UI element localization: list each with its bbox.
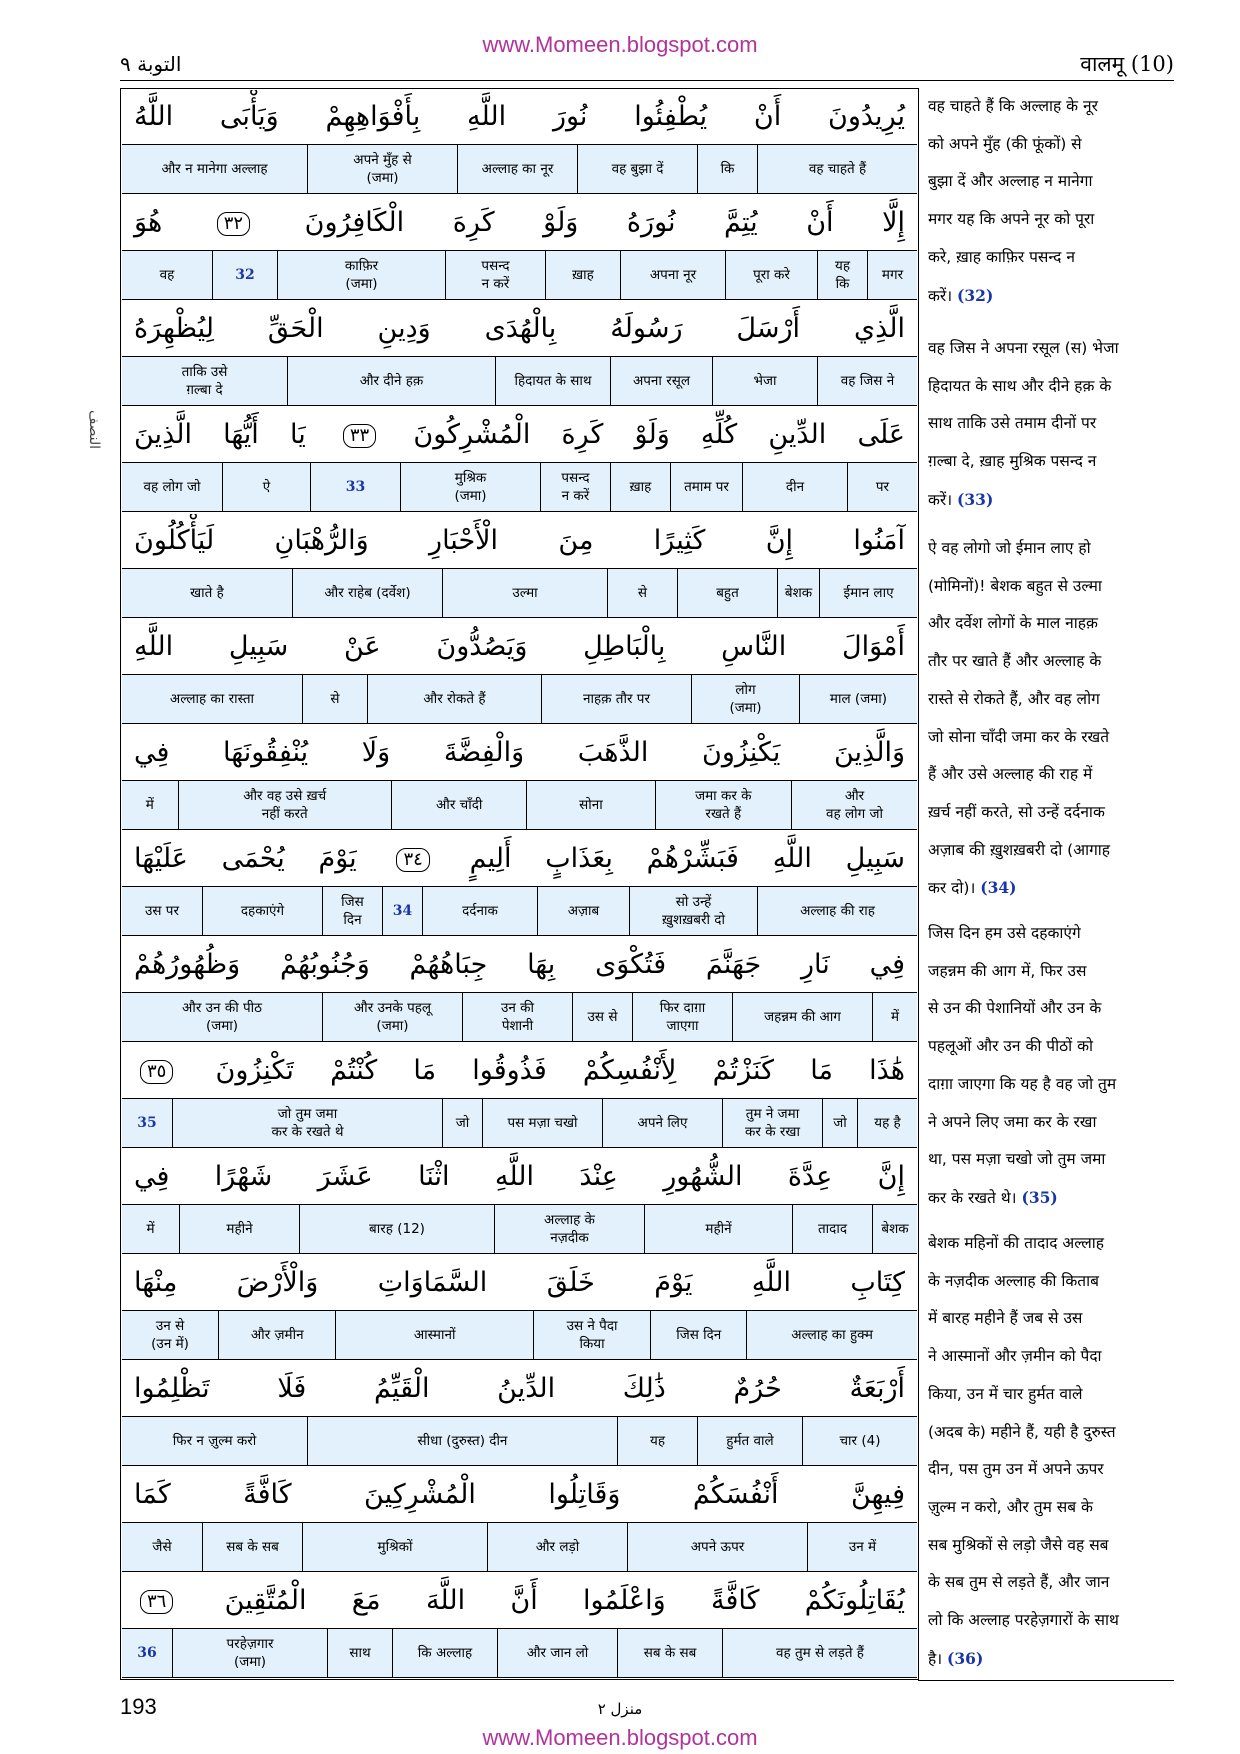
gloss-cell: लोग (जमा) — [691, 675, 799, 723]
arabic-verse-line — [122, 1256, 917, 1310]
gloss-cell: अपना नूर — [620, 251, 725, 299]
arabic-text: إِنَّ عِدَّةَ الشُّهُورِ عِنْدَ اللَّهِ اثْنَا عَشَرَ شَهْرًا فِي — [134, 1161, 905, 1192]
gloss-cell: ख़ाह — [545, 251, 620, 299]
translation-line: है। (36) — [928, 1648, 984, 1668]
page-number: 193 — [120, 1694, 157, 1719]
gloss-cell: महीने — [179, 1205, 299, 1253]
manzil-label: منزل ٢ — [597, 1700, 643, 1718]
ayah-number-marker: ٣٦ — [140, 1590, 173, 1614]
arabic-verse-line — [122, 90, 917, 144]
gloss-cell: सब के सब — [617, 1629, 722, 1677]
gloss-cell: अपने मुँह से (जमा) — [307, 145, 457, 193]
arabic-verse-line — [122, 832, 917, 886]
gloss-cell: वह — [159, 266, 175, 283]
gloss-cell: फिर न ज़ुल्म करो — [172, 1432, 257, 1449]
gloss-cell: फिर दाग़ा जाएगा — [632, 993, 732, 1041]
arabic-verse-line — [122, 302, 917, 356]
gloss-cell: नाहक़ तौर पर — [541, 675, 691, 723]
arabic-verse-line — [122, 196, 917, 250]
gloss-cell: पूरा करे — [725, 251, 817, 299]
gloss-row — [122, 992, 917, 1042]
arabic-text: أَمْوَالَ النَّاسِ بِالْبَاطِلِ وَيَصُدُّونَ عَنْ سَبِيلِ اللَّهِ — [134, 631, 905, 662]
arabic-text: عَلَى الدِّينِ كُلِّهِ وَلَوْ كَرِهَ الْمُشْرِكُونَ — [413, 419, 905, 450]
translation-paragraph — [928, 530, 1172, 908]
translation-line: के सब तुम से लड़ते हैं, और जान — [928, 1573, 1110, 1592]
arabic-text: يُقَاتِلُونَكُمْ كَافَّةً وَاعْلَمُوا أَنَّ اللَّهَ مَعَ الْمُتَّقِينَ — [224, 1585, 905, 1616]
gloss-cell: और चाँदी — [391, 781, 527, 829]
gloss-cell: ख़ाह — [610, 463, 670, 511]
gloss-cell: और रोकते हैं — [367, 675, 541, 723]
translation-line: ऐ वह लोगो जो ईमान लाए हो — [928, 539, 1091, 557]
arabic-text: سَبِيلِ اللَّهِ فَبَشِّرْهُمْ بِعَذَابٍ أَلِيمٍ — [469, 843, 905, 874]
translation-line: कर के रखते थे। (35) — [928, 1187, 1058, 1207]
gloss-cell: वह लोग जो — [143, 478, 201, 495]
gloss-cell: और उन की पीठ (जमा) — [182, 999, 262, 1034]
translation-line: (मोमिनों)! बेशक बहुत से उल्मा — [928, 576, 1102, 595]
translation-line: वह जिस ने अपना रसूल (स) भेजा — [928, 339, 1119, 357]
surah-name: التوبة ٩ — [120, 52, 182, 76]
translation-line: दाग़ा जाएगा कि यह है वह जो तुम — [928, 1074, 1117, 1093]
translation-line: करें। (33) — [928, 489, 994, 509]
translation-line: और दर्वेश लोगों के माल नाहक़ — [928, 614, 1098, 633]
arabic-verse-line — [122, 726, 917, 780]
gloss-row — [122, 674, 917, 724]
gloss-cell: पसन्द न करें — [540, 463, 610, 511]
gloss-cell: हिदायत के साथ — [495, 357, 610, 405]
ayah-number: (33) — [957, 489, 994, 509]
gloss-cell: उन में — [807, 1523, 917, 1571]
arabic-text-continuation: يَوْمَ يُحْمَى عَلَيْهَا — [134, 843, 357, 874]
gloss-cell: अल्लाह का नूर — [457, 145, 577, 193]
gloss-cell: से — [607, 569, 677, 617]
gloss-cell: पसन्द न करें — [445, 251, 545, 299]
translation-line: हैं और उसे अल्लाह की राह में — [928, 765, 1093, 784]
ayah-number-marker: ٣٣ — [343, 424, 376, 448]
gloss-cell: बारह (12) — [299, 1205, 494, 1253]
gloss-cell: से — [302, 675, 367, 723]
gloss-cell: उन से (उन में) — [151, 1317, 189, 1352]
arabic-verse-line — [122, 514, 917, 568]
gloss-cell: यह कि — [817, 251, 867, 299]
gloss-cell: और वह उसे ख़र्च नहीं करते — [178, 781, 391, 829]
gloss-cell: खाते है — [190, 584, 224, 601]
gloss-cell: महीनें — [644, 1205, 792, 1253]
gloss-cell: हुर्मत वाले — [697, 1417, 802, 1465]
translation-line: साथ ताकि उसे तमाम दीनों पर — [928, 414, 1097, 433]
arabic-verse-line — [122, 1468, 917, 1522]
gloss-cell: और जान लो — [497, 1629, 617, 1677]
arabic-text: آمَنُوا إِنَّ كَثِيرًا مِنَ الْأَحْبَارِ وَالرُّهْبَانِ لَيَأْكُلُونَ — [134, 525, 905, 556]
gloss-row — [122, 780, 917, 830]
gloss-cell: और वह लोग जो — [791, 781, 917, 829]
gloss-cell: यह — [617, 1417, 697, 1465]
ayah-number: (35) — [1021, 1187, 1058, 1207]
translation-line: जो सोना चाँदी जमा कर के रखते — [928, 727, 1110, 746]
gloss-ayah-number: 33 — [310, 463, 400, 511]
gloss-row — [122, 1628, 917, 1678]
gloss-cell: और दीने हक़ — [287, 357, 495, 405]
column-divider — [918, 88, 919, 1680]
gloss-cell: पस मज़ा चखो — [482, 1099, 602, 1147]
arabic-verse-line — [122, 938, 917, 992]
gloss-cell: मुश्रिकों — [302, 1523, 487, 1571]
translation-line: ने अपने लिए जमा कर के रखा — [928, 1112, 1097, 1131]
translation-line: किया, उन में चार हुर्मत वाले — [928, 1384, 1083, 1403]
translation-line: जिस दिन हम उसे दहकाएंगे — [928, 924, 1081, 942]
arabic-text-continuation: هُوَ — [134, 207, 163, 238]
translation-line: ज़ुल्म न करो, और तुम सब के — [928, 1497, 1093, 1516]
ayah-number-marker: ٣٤ — [396, 848, 429, 872]
gloss-cell: उस से — [572, 993, 632, 1041]
translation-line: था, पस मज़ा चखो जो तुम जमा — [928, 1150, 1106, 1169]
gloss-cell: सीधा (दुरुस्त) दीन — [307, 1417, 617, 1465]
arabic-text: إِلَّا أَنْ يُتِمَّ نُورَهُ وَلَوْ كَرِهَ الْكَافِرُونَ — [304, 207, 905, 238]
translation-line: रास्ते से रोकते हैं, और वह लोग — [928, 689, 1100, 708]
gloss-ayah-number: 34 — [382, 887, 422, 935]
translation-line: दीन, पस तुम उन में अपने ऊपर — [928, 1460, 1104, 1479]
arabic-text: أَرْبَعَةٌ حُرُمٌ ذَٰلِكَ الدِّينُ الْقَيِّمُ فَلَا تَظْلِمُوا — [134, 1373, 905, 1404]
gloss-cell: चार (4) — [802, 1417, 917, 1465]
ayah-number: (36) — [947, 1648, 984, 1668]
translation-line: से उन की पेशानियों और उन के — [928, 999, 1102, 1018]
gloss-cell: वह जिस ने — [817, 357, 917, 405]
gloss-row — [122, 462, 917, 512]
translation-line: ने आस्मानों और ज़मीन को पैदा — [928, 1347, 1102, 1366]
translation-paragraph — [928, 88, 1172, 315]
gloss-row — [122, 250, 917, 300]
arabic-verse-line — [122, 1362, 917, 1416]
translation-line: हिदायत के साथ और दीने हक़ के — [928, 376, 1112, 395]
translation-line: को अपने मुँह (की फूंकों) से — [928, 134, 1082, 153]
gloss-cell: आस्मानों — [335, 1311, 532, 1359]
arabic-text: فِي نَارِ جَهَنَّمَ فَتُكْوَى بِهَا جِبَاهُهُمْ وَجُنُوبُهُمْ وَظُهُورُهُمْ — [134, 949, 905, 980]
gloss-cell: सोना — [526, 781, 654, 829]
arabic-verse-line — [122, 1150, 917, 1204]
gloss-cell: बेशक — [777, 569, 819, 617]
gloss-cell: अपने लिए — [602, 1099, 722, 1147]
gloss-cell: अल्लाह का रास्ता — [169, 690, 255, 707]
translation-line: लो कि अल्लाह परहेज़गारों के साथ — [928, 1611, 1119, 1630]
gloss-cell: पर — [847, 463, 917, 511]
gloss-ayah-number: 35 — [137, 1114, 157, 1131]
gloss-cell: में — [146, 1220, 155, 1237]
gloss-row — [122, 144, 917, 194]
gloss-row — [122, 1310, 917, 1360]
gloss-cell: और ज़मीन — [218, 1311, 335, 1359]
site-url-top[interactable]: www.Momeen.blogspot.com — [482, 32, 758, 57]
gloss-cell: तमाम पर — [670, 463, 742, 511]
arabic-text: كِتَابِ اللَّهِ يَوْمَ خَلَقَ السَّمَاوَاتِ وَالْأَرْضَ مِنْهَا — [134, 1267, 905, 1298]
site-url-bottom[interactable]: www.Momeen.blogspot.com — [482, 1725, 758, 1750]
translation-line: मगर यह कि अपने नूर को पूरा — [928, 210, 1095, 229]
gloss-cell: जो तुम जमा कर के रखते थे — [172, 1099, 442, 1147]
gloss-cell: और लड़ो — [487, 1523, 627, 1571]
ayah-number-marker: ٣٢ — [217, 212, 250, 236]
gloss-cell: वह चाहते हैं — [757, 145, 917, 193]
gloss-cell: तुम ने जमा कर के रखा — [722, 1099, 822, 1147]
arabic-text-continuation: يَا أَيُّهَا الَّذِينَ — [134, 419, 306, 450]
translation-paragraph — [928, 330, 1172, 520]
gloss-row — [122, 356, 917, 406]
arabic-verse-line — [122, 1044, 917, 1098]
gloss-cell: ताकि उसे ग़ल्बा दे — [181, 363, 228, 398]
footer-rule — [918, 1680, 1174, 1681]
gloss-cell: सो उन्हें ख़ुशख़बरी दो — [629, 887, 757, 935]
gloss-cell: ऐ — [222, 463, 310, 511]
gloss-cell: बेशक — [872, 1205, 917, 1253]
gloss-ayah-number: 36 — [137, 1644, 157, 1661]
translation-line: सब मुश्रिकों से लड़ो जैसे वह सब — [928, 1535, 1109, 1554]
gloss-cell: दीन — [742, 463, 847, 511]
gloss-cell: जो — [822, 1099, 857, 1147]
gloss-cell: परहेज़गार (जमा) — [172, 1629, 327, 1677]
gloss-cell: जमा कर के रखते हैं — [655, 781, 792, 829]
gloss-cell: कि अल्लाह — [392, 1629, 497, 1677]
gloss-cell: वह बुझा दें — [577, 145, 697, 193]
gloss-cell: मुश्रिक (जमा) — [400, 463, 540, 511]
gloss-cell: जिस दिन — [322, 887, 382, 935]
gloss-cell: तादाद — [792, 1205, 872, 1253]
gloss-cell: में — [145, 796, 154, 813]
gloss-cell: और उनके पहलू (जमा) — [322, 993, 462, 1041]
gloss-cell: अपने ऊपर — [627, 1523, 807, 1571]
gloss-cell: अपना रसूल — [610, 357, 712, 405]
gloss-cell: साथ — [327, 1629, 392, 1677]
gloss-cell: दर्दनाक — [422, 887, 537, 935]
gloss-cell: काफ़िर (जमा) — [277, 251, 445, 299]
gloss-cell: वह तुम से लड़ते हैं — [722, 1629, 917, 1677]
gloss-cell: उस ने पैदा किया — [533, 1311, 650, 1359]
translation-line: पहलूओं और उन की पीठों को — [928, 1037, 1093, 1056]
gloss-cell: भेजा — [712, 357, 817, 405]
translation-paragraph — [928, 1225, 1172, 1678]
gloss-cell: सब के सब — [202, 1523, 302, 1571]
arabic-text: هَٰذَا مَا كَنَزْتُمْ لِأَنْفُسِكُمْ فَذُوقُوا مَا كُنْتُمْ تَكْنِزُونَ — [215, 1055, 906, 1086]
translation-line: के नज़दीक अल्लाह की किताब — [928, 1271, 1099, 1290]
arabic-text: يُرِيدُونَ أَنْ يُطْفِئُوا نُورَ اللَّهِ بِأَفْوَاهِهِمْ وَيَأْبَى اللَّهُ — [134, 101, 905, 132]
gloss-cell: जो — [442, 1099, 482, 1147]
gloss-cell: जहन्नम की आग — [732, 993, 872, 1041]
gloss-cell: दहकाएंगे — [202, 887, 322, 935]
translation-line: करें। (32) — [928, 285, 994, 305]
translation-line: ग़ल्बा दे, ख़ाह मुश्रिक पसन्द न — [928, 452, 1097, 471]
gloss-cell: यह है — [857, 1099, 917, 1147]
gloss-cell: कि — [697, 145, 757, 193]
para-name: वालमू (10) — [1080, 52, 1174, 76]
ayah-number: (32) — [957, 285, 994, 305]
gloss-cell: उल्मा — [442, 569, 607, 617]
gloss-row — [122, 1098, 917, 1148]
gloss-cell: मगर — [867, 251, 917, 299]
translation-line: में बारह महीने हैं जब से उस — [928, 1309, 1083, 1328]
gloss-cell: अल्लाह की राह — [757, 887, 917, 935]
translation-line: (अदब के) महीने हैं, यही है दुरुस्त — [928, 1422, 1116, 1441]
gloss-cell: उस पर — [144, 902, 179, 919]
gloss-row — [122, 1416, 917, 1466]
translation-line: बुझा दें और अल्लाह न मानेगा — [928, 172, 1093, 191]
gloss-cell: अल्लाह के नज़दीक — [494, 1205, 644, 1253]
translation-line: वह चाहते हैं कि अल्लाह के नूर — [928, 97, 1098, 115]
arabic-text: الَّذِي أَرْسَلَ رَسُولَهُ بِالْهُدَى وَدِينِ الْحَقِّ لِيُظْهِرَهُ — [134, 313, 905, 344]
gloss-ayah-number: 32 — [212, 251, 277, 299]
gloss-cell: अल्लाह का हुक्म — [746, 1311, 917, 1359]
ayah-number-marker: ٣٥ — [140, 1060, 173, 1084]
gloss-row — [122, 886, 917, 936]
gloss-cell: जिस दिन — [650, 1311, 746, 1359]
gloss-cell: जैसे — [152, 1538, 172, 1555]
translation-line: जहन्नम की आग में, फिर उस — [928, 961, 1087, 980]
gloss-row — [122, 568, 917, 618]
arabic-verse-line — [122, 1574, 917, 1628]
translation-line: करे, ख़ाह काफ़िर पसन्द न — [928, 247, 1075, 266]
translation-line: बेशक महिनों की तादाद अल्लाह — [928, 1234, 1104, 1252]
arabic-verse-line — [122, 620, 917, 674]
gloss-cell: अज़ाब — [537, 887, 629, 935]
gloss-cell: ईमान लाए — [819, 569, 917, 617]
gloss-row — [122, 1522, 917, 1572]
translation-line: ख़र्च नहीं करते, सो उन्हें दर्दनाक — [928, 802, 1105, 821]
hizb-marker: النصف — [86, 410, 102, 450]
translation-line: अज़ाब की ख़ुशख़बरी दो (आगाह — [928, 840, 1111, 859]
gloss-cell: और न मानेगा अल्लाह — [161, 160, 268, 177]
header-rule — [120, 80, 1174, 81]
translation-paragraph — [928, 915, 1172, 1218]
gloss-cell: में — [872, 993, 917, 1041]
gloss-cell: माल (जमा) — [799, 675, 917, 723]
gloss-cell: उन की पेशानी — [462, 993, 572, 1041]
ayah-number: (34) — [980, 878, 1017, 898]
gloss-row — [122, 1204, 917, 1254]
translation-line: तौर पर खाते हैं और अल्लाह के — [928, 652, 1102, 671]
gloss-cell: और राहेब (दर्वेश) — [292, 569, 442, 617]
translation-line: कर दो)। (34) — [928, 878, 1017, 898]
gloss-cell: बहुत — [677, 569, 777, 617]
arabic-text: فِيهِنَّ أَنْفُسَكُمْ وَقَاتِلُوا الْمُشْرِكِينَ كَافَّةً كَمَا — [134, 1479, 905, 1510]
arabic-verse-line — [122, 408, 917, 462]
arabic-text: وَالَّذِينَ يَكْنِزُونَ الذَّهَبَ وَالْفِضَّةَ وَلَا يُنْفِقُونَهَا فِي — [134, 737, 905, 768]
